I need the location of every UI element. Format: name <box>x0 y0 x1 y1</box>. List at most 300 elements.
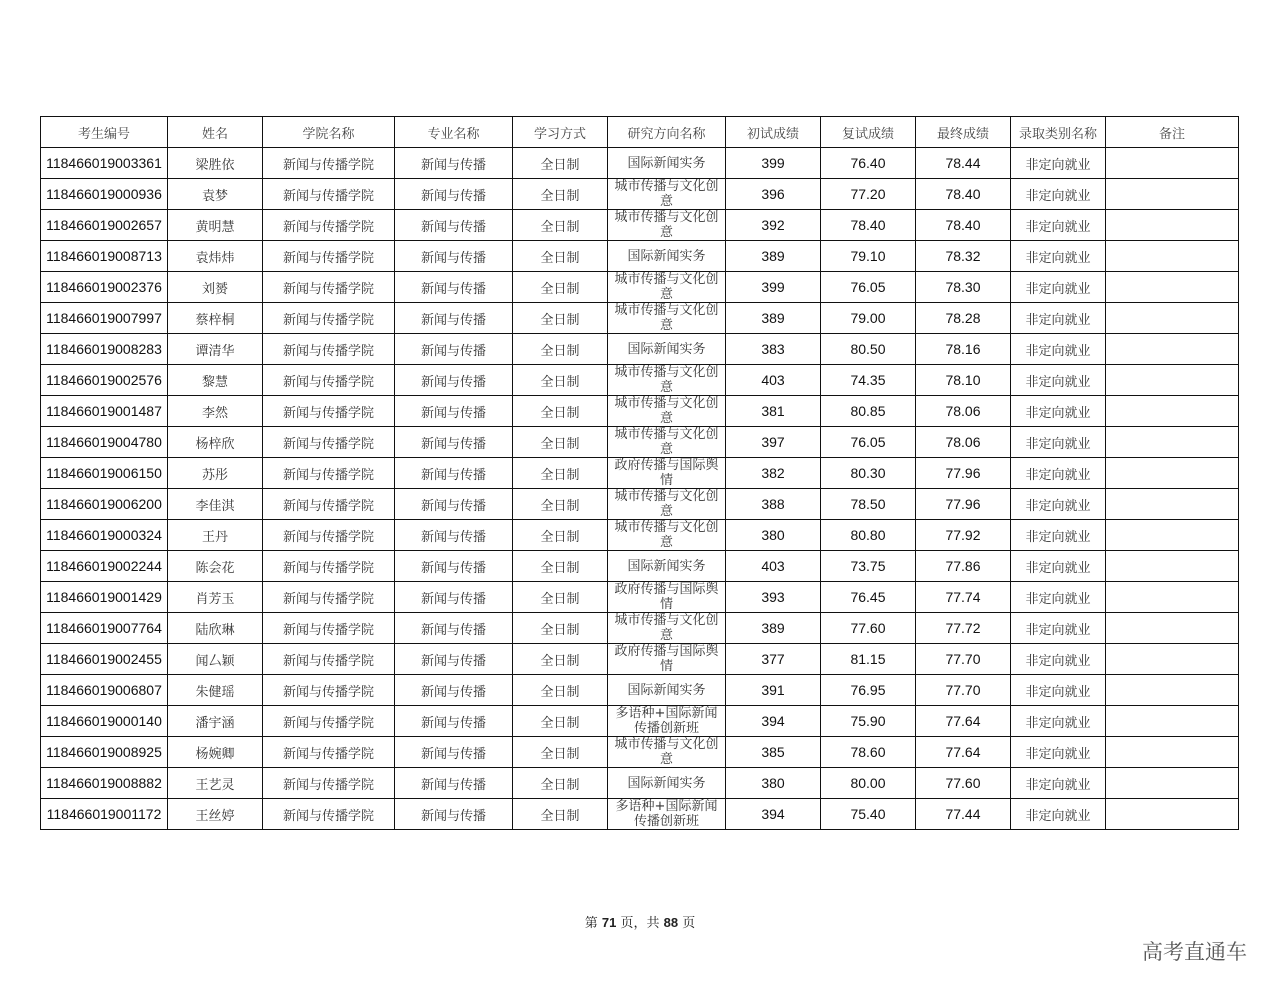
cell-college: 新闻与传播学院 <box>263 768 395 799</box>
cell-remarks <box>1106 334 1239 365</box>
cell-name: 蔡梓桐 <box>168 303 263 334</box>
cell-remarks <box>1106 489 1239 520</box>
cell-major: 新闻与传播 <box>395 675 513 706</box>
cell-admission-category: 非定向就业 <box>1011 272 1106 303</box>
cell-college: 新闻与传播学院 <box>263 365 395 396</box>
cell-name: 朱健瑶 <box>168 675 263 706</box>
cell-initial-score: 382 <box>726 458 821 489</box>
cell-research-direction <box>608 520 726 551</box>
cell-initial-score: 399 <box>726 148 821 179</box>
cell-study-mode: 全日制 <box>513 458 608 489</box>
cell-college: 新闻与传播学院 <box>263 737 395 768</box>
cell-final-score: 77.96 <box>916 458 1011 489</box>
cell-final-score: 77.86 <box>916 551 1011 582</box>
cell-remarks <box>1106 272 1239 303</box>
research-direction-text: 城市传播与文化创意 <box>614 427 719 457</box>
research-direction-text: 城市传播与文化创意 <box>614 520 719 550</box>
cell-remarks <box>1106 520 1239 551</box>
table-row <box>41 520 1239 551</box>
cell-remarks <box>1106 241 1239 272</box>
cell-major: 新闻与传播 <box>395 551 513 582</box>
header-name: 姓名 <box>168 117 263 148</box>
cell-research-direction <box>608 396 726 427</box>
cell-major: 新闻与传播 <box>395 272 513 303</box>
cell-retest-score: 76.95 <box>821 675 916 706</box>
cell-research-direction <box>608 148 726 179</box>
cell-candidate-id: 118466019002455 <box>41 644 168 675</box>
cell-retest-score: 75.40 <box>821 799 916 830</box>
cell-initial-score: 397 <box>726 427 821 458</box>
cell-major: 新闻与传播 <box>395 768 513 799</box>
cell-initial-score: 380 <box>726 520 821 551</box>
cell-study-mode: 全日制 <box>513 334 608 365</box>
cell-study-mode: 全日制 <box>513 675 608 706</box>
cell-initial-score: 399 <box>726 272 821 303</box>
cell-initial-score: 383 <box>726 334 821 365</box>
cell-major: 新闻与传播 <box>395 365 513 396</box>
cell-research-direction <box>608 334 726 365</box>
cell-initial-score: 394 <box>726 706 821 737</box>
research-direction-text: 城市传播与文化创意 <box>614 396 719 426</box>
research-direction-text: 国际新闻实务 <box>627 682 706 698</box>
table-row <box>41 241 1239 272</box>
header-remarks: 备注 <box>1106 117 1239 148</box>
cell-admission-category: 非定向就业 <box>1011 396 1106 427</box>
cell-study-mode: 全日制 <box>513 582 608 613</box>
cell-name: 谭清华 <box>168 334 263 365</box>
cell-remarks <box>1106 768 1239 799</box>
cell-major: 新闻与传播 <box>395 737 513 768</box>
cell-study-mode: 全日制 <box>513 768 608 799</box>
cell-college: 新闻与传播学院 <box>263 582 395 613</box>
cell-major: 新闻与传播 <box>395 210 513 241</box>
cell-final-score: 77.64 <box>916 706 1011 737</box>
cell-retest-score: 80.00 <box>821 768 916 799</box>
cell-remarks <box>1106 396 1239 427</box>
cell-remarks <box>1106 148 1239 179</box>
header-college: 学院名称 <box>263 117 395 148</box>
cell-research-direction <box>608 458 726 489</box>
cell-final-score: 77.70 <box>916 675 1011 706</box>
cell-major: 新闻与传播 <box>395 303 513 334</box>
research-direction-text: 城市传播与文化创意 <box>614 737 719 767</box>
cell-admission-category: 非定向就业 <box>1011 489 1106 520</box>
cell-candidate-id: 118466019008713 <box>41 241 168 272</box>
cell-candidate-id: 118466019002657 <box>41 210 168 241</box>
header-major: 专业名称 <box>395 117 513 148</box>
cell-retest-score: 79.00 <box>821 303 916 334</box>
cell-retest-score: 80.80 <box>821 520 916 551</box>
cell-name: 杨婉卿 <box>168 737 263 768</box>
cell-study-mode: 全日制 <box>513 520 608 551</box>
cell-admission-category: 非定向就业 <box>1011 148 1106 179</box>
cell-initial-score: 391 <box>726 675 821 706</box>
header-final-score: 最终成绩 <box>916 117 1011 148</box>
cell-final-score: 78.10 <box>916 365 1011 396</box>
cell-major: 新闻与传播 <box>395 148 513 179</box>
research-direction-text: 政府传播与国际舆情 <box>614 644 719 674</box>
cell-initial-score: 380 <box>726 768 821 799</box>
table-row <box>41 489 1239 520</box>
cell-major: 新闻与传播 <box>395 427 513 458</box>
research-direction-text: 国际新闻实务 <box>627 558 706 574</box>
cell-retest-score: 80.85 <box>821 396 916 427</box>
cell-college: 新闻与传播学院 <box>263 148 395 179</box>
cell-college: 新闻与传播学院 <box>263 272 395 303</box>
cell-retest-score: 73.75 <box>821 551 916 582</box>
table-row <box>41 644 1239 675</box>
header-study-mode: 学习方式 <box>513 117 608 148</box>
cell-retest-score: 76.05 <box>821 272 916 303</box>
cell-final-score: 78.40 <box>916 210 1011 241</box>
table-row <box>41 706 1239 737</box>
cell-research-direction <box>608 675 726 706</box>
cell-college: 新闻与传播学院 <box>263 210 395 241</box>
cell-initial-score: 377 <box>726 644 821 675</box>
cell-admission-category: 非定向就业 <box>1011 365 1106 396</box>
footer-middle: 页，共 <box>620 916 660 931</box>
cell-college: 新闻与传播学院 <box>263 241 395 272</box>
cell-major: 新闻与传播 <box>395 458 513 489</box>
cell-candidate-id: 118466019008283 <box>41 334 168 365</box>
footer-suffix: 页 <box>682 916 696 931</box>
cell-initial-score: 389 <box>726 241 821 272</box>
cell-study-mode: 全日制 <box>513 613 608 644</box>
table-row <box>41 427 1239 458</box>
table-row <box>41 551 1239 582</box>
cell-research-direction <box>608 799 726 830</box>
cell-initial-score: 393 <box>726 582 821 613</box>
cell-remarks <box>1106 706 1239 737</box>
cell-retest-score: 79.10 <box>821 241 916 272</box>
cell-remarks <box>1106 551 1239 582</box>
table-row <box>41 675 1239 706</box>
cell-remarks <box>1106 799 1239 830</box>
cell-remarks <box>1106 210 1239 241</box>
cell-initial-score: 403 <box>726 551 821 582</box>
cell-name: 袁梦 <box>168 179 263 210</box>
cell-research-direction <box>608 241 726 272</box>
cell-candidate-id: 118466019002376 <box>41 272 168 303</box>
cell-research-direction <box>608 303 726 334</box>
cell-final-score: 77.92 <box>916 520 1011 551</box>
cell-candidate-id: 118466019001172 <box>41 799 168 830</box>
cell-final-score: 77.64 <box>916 737 1011 768</box>
cell-final-score: 77.60 <box>916 768 1011 799</box>
cell-study-mode: 全日制 <box>513 272 608 303</box>
cell-research-direction <box>608 768 726 799</box>
research-direction-text: 城市传播与文化创意 <box>614 303 719 333</box>
cell-final-score: 77.74 <box>916 582 1011 613</box>
total-pages: 88 <box>663 915 679 930</box>
cell-final-score: 78.16 <box>916 334 1011 365</box>
cell-admission-category: 非定向就业 <box>1011 458 1106 489</box>
cell-major: 新闻与传播 <box>395 582 513 613</box>
table-row <box>41 303 1239 334</box>
cell-candidate-id: 118466019006200 <box>41 489 168 520</box>
cell-college: 新闻与传播学院 <box>263 799 395 830</box>
cell-research-direction <box>608 551 726 582</box>
research-direction-text: 城市传播与文化创意 <box>614 179 719 209</box>
table-row <box>41 365 1239 396</box>
cell-candidate-id: 118466019001429 <box>41 582 168 613</box>
cell-college: 新闻与传播学院 <box>263 396 395 427</box>
cell-retest-score: 81.15 <box>821 644 916 675</box>
cell-initial-score: 385 <box>726 737 821 768</box>
cell-college: 新闻与传播学院 <box>263 675 395 706</box>
cell-study-mode: 全日制 <box>513 365 608 396</box>
table-row <box>41 272 1239 303</box>
table-row <box>41 768 1239 799</box>
cell-name: 李然 <box>168 396 263 427</box>
cell-candidate-id: 118466019008925 <box>41 737 168 768</box>
cell-retest-score: 80.30 <box>821 458 916 489</box>
table-row <box>41 613 1239 644</box>
header-admission-category: 录取类别名称 <box>1011 117 1106 148</box>
cell-candidate-id: 118466019000140 <box>41 706 168 737</box>
cell-college: 新闻与传播学院 <box>263 489 395 520</box>
cell-candidate-id: 118466019000936 <box>41 179 168 210</box>
cell-name: 王艺灵 <box>168 768 263 799</box>
cell-major: 新闻与传播 <box>395 179 513 210</box>
cell-remarks <box>1106 179 1239 210</box>
cell-candidate-id: 118466019001487 <box>41 396 168 427</box>
cell-retest-score: 78.60 <box>821 737 916 768</box>
cell-study-mode: 全日制 <box>513 148 608 179</box>
cell-research-direction <box>608 489 726 520</box>
cell-retest-score: 74.35 <box>821 365 916 396</box>
table-header-row <box>41 117 1239 148</box>
cell-major: 新闻与传播 <box>395 396 513 427</box>
cell-major: 新闻与传播 <box>395 706 513 737</box>
cell-name: 李佳淇 <box>168 489 263 520</box>
cell-initial-score: 392 <box>726 210 821 241</box>
cell-retest-score: 80.50 <box>821 334 916 365</box>
cell-name: 刘赟 <box>168 272 263 303</box>
cell-admission-category: 非定向就业 <box>1011 675 1106 706</box>
header-candidate-id: 考生编号 <box>41 117 168 148</box>
cell-admission-category: 非定向就业 <box>1011 768 1106 799</box>
cell-college: 新闻与传播学院 <box>263 179 395 210</box>
cell-study-mode: 全日制 <box>513 489 608 520</box>
cell-retest-score: 78.40 <box>821 210 916 241</box>
research-direction-text: 多语种+国际新闻传播创新班 <box>615 706 718 736</box>
cell-study-mode: 全日制 <box>513 241 608 272</box>
table-row <box>41 582 1239 613</box>
cell-admission-category: 非定向就业 <box>1011 241 1106 272</box>
cell-candidate-id: 118466019003361 <box>41 148 168 179</box>
table-row <box>41 396 1239 427</box>
header-retest-score: 复试成绩 <box>821 117 916 148</box>
cell-final-score: 78.40 <box>916 179 1011 210</box>
table-row <box>41 334 1239 365</box>
cell-major: 新闻与传播 <box>395 644 513 675</box>
cell-name: 黎慧 <box>168 365 263 396</box>
cell-study-mode: 全日制 <box>513 210 608 241</box>
cell-research-direction <box>608 613 726 644</box>
cell-major: 新闻与传播 <box>395 520 513 551</box>
cell-study-mode: 全日制 <box>513 737 608 768</box>
research-direction-text: 国际新闻实务 <box>627 341 706 357</box>
cell-final-score: 77.96 <box>916 489 1011 520</box>
cell-remarks <box>1106 613 1239 644</box>
cell-candidate-id: 118466019002244 <box>41 551 168 582</box>
cell-admission-category: 非定向就业 <box>1011 737 1106 768</box>
cell-study-mode: 全日制 <box>513 396 608 427</box>
cell-study-mode: 全日制 <box>513 427 608 458</box>
cell-remarks <box>1106 303 1239 334</box>
cell-name: 杨梓欣 <box>168 427 263 458</box>
header-initial-score: 初试成绩 <box>726 117 821 148</box>
current-page: 71 <box>601 915 617 930</box>
cell-final-score: 78.28 <box>916 303 1011 334</box>
cell-research-direction <box>608 179 726 210</box>
research-direction-text: 国际新闻实务 <box>627 775 706 791</box>
cell-research-direction <box>608 365 726 396</box>
watermark: 高考直通车 <box>1142 940 1247 964</box>
cell-final-score: 77.44 <box>916 799 1011 830</box>
cell-remarks <box>1106 644 1239 675</box>
cell-retest-score: 77.60 <box>821 613 916 644</box>
cell-name: 袁炜炜 <box>168 241 263 272</box>
cell-retest-score: 75.90 <box>821 706 916 737</box>
cell-initial-score: 389 <box>726 613 821 644</box>
cell-admission-category: 非定向就业 <box>1011 427 1106 458</box>
cell-final-score: 78.44 <box>916 148 1011 179</box>
cell-college: 新闻与传播学院 <box>263 613 395 644</box>
cell-admission-category: 非定向就业 <box>1011 551 1106 582</box>
cell-initial-score: 389 <box>726 303 821 334</box>
cell-college: 新闻与传播学院 <box>263 334 395 365</box>
cell-college: 新闻与传播学院 <box>263 520 395 551</box>
cell-candidate-id: 118466019006807 <box>41 675 168 706</box>
cell-admission-category: 非定向就业 <box>1011 334 1106 365</box>
table-row <box>41 458 1239 489</box>
research-direction-text: 政府传播与国际舆情 <box>614 458 719 488</box>
cell-candidate-id: 118466019006150 <box>41 458 168 489</box>
cell-admission-category: 非定向就业 <box>1011 582 1106 613</box>
cell-final-score: 77.72 <box>916 613 1011 644</box>
cell-research-direction <box>608 427 726 458</box>
cell-college: 新闻与传播学院 <box>263 706 395 737</box>
cell-name: 王丝婷 <box>168 799 263 830</box>
cell-retest-score: 76.40 <box>821 148 916 179</box>
research-direction-text: 城市传播与文化创意 <box>614 489 719 519</box>
cell-major: 新闻与传播 <box>395 241 513 272</box>
cell-final-score: 78.32 <box>916 241 1011 272</box>
cell-initial-score: 396 <box>726 179 821 210</box>
cell-name: 黄明慧 <box>168 210 263 241</box>
table-row <box>41 148 1239 179</box>
cell-college: 新闻与传播学院 <box>263 644 395 675</box>
cell-research-direction <box>608 582 726 613</box>
cell-name: 陆欣琳 <box>168 613 263 644</box>
cell-research-direction <box>608 706 726 737</box>
cell-final-score: 78.30 <box>916 272 1011 303</box>
cell-study-mode: 全日制 <box>513 644 608 675</box>
cell-major: 新闻与传播 <box>395 334 513 365</box>
cell-remarks <box>1106 458 1239 489</box>
admission-table <box>40 116 1239 830</box>
research-direction-text: 政府传播与国际舆情 <box>614 582 719 612</box>
cell-name: 梁胜依 <box>168 148 263 179</box>
cell-remarks <box>1106 365 1239 396</box>
cell-candidate-id: 118466019000324 <box>41 520 168 551</box>
cell-admission-category: 非定向就业 <box>1011 179 1106 210</box>
cell-remarks <box>1106 582 1239 613</box>
cell-name: 苏彤 <box>168 458 263 489</box>
cell-retest-score: 76.45 <box>821 582 916 613</box>
cell-initial-score: 403 <box>726 365 821 396</box>
cell-name: 王丹 <box>168 520 263 551</box>
cell-research-direction <box>608 737 726 768</box>
cell-study-mode: 全日制 <box>513 179 608 210</box>
cell-retest-score: 77.20 <box>821 179 916 210</box>
cell-name: 潘宇涵 <box>168 706 263 737</box>
table-row <box>41 210 1239 241</box>
cell-college: 新闻与传播学院 <box>263 458 395 489</box>
cell-retest-score: 76.05 <box>821 427 916 458</box>
table-row <box>41 179 1239 210</box>
cell-remarks <box>1106 675 1239 706</box>
cell-admission-category: 非定向就业 <box>1011 706 1106 737</box>
cell-major: 新闻与传播 <box>395 799 513 830</box>
cell-name: 闻厶颖 <box>168 644 263 675</box>
cell-college: 新闻与传播学院 <box>263 551 395 582</box>
cell-remarks <box>1106 737 1239 768</box>
cell-candidate-id: 118466019007997 <box>41 303 168 334</box>
cell-admission-category: 非定向就业 <box>1011 520 1106 551</box>
cell-admission-category: 非定向就业 <box>1011 644 1106 675</box>
research-direction-text: 城市传播与文化创意 <box>614 210 719 240</box>
cell-admission-category: 非定向就业 <box>1011 613 1106 644</box>
cell-research-direction <box>608 210 726 241</box>
cell-candidate-id: 118466019008882 <box>41 768 168 799</box>
research-direction-text: 多语种+国际新闻传播创新班 <box>615 799 718 829</box>
cell-initial-score: 381 <box>726 396 821 427</box>
research-direction-text: 城市传播与文化创意 <box>614 365 719 395</box>
research-direction-text: 城市传播与文化创意 <box>614 613 719 643</box>
cell-name: 肖芳玉 <box>168 582 263 613</box>
cell-study-mode: 全日制 <box>513 551 608 582</box>
cell-research-direction <box>608 644 726 675</box>
cell-major: 新闻与传播 <box>395 489 513 520</box>
cell-name: 陈会花 <box>168 551 263 582</box>
cell-study-mode: 全日制 <box>513 706 608 737</box>
cell-initial-score: 394 <box>726 799 821 830</box>
cell-initial-score: 388 <box>726 489 821 520</box>
header-research-direction: 研究方向名称 <box>608 117 726 148</box>
cell-retest-score: 78.50 <box>821 489 916 520</box>
page-footer <box>0 912 1280 931</box>
table-row <box>41 799 1239 830</box>
table-row <box>41 737 1239 768</box>
cell-admission-category: 非定向就业 <box>1011 799 1106 830</box>
cell-candidate-id: 118466019007764 <box>41 613 168 644</box>
cell-final-score: 77.70 <box>916 644 1011 675</box>
footer-prefix: 第 <box>584 916 598 931</box>
cell-candidate-id: 118466019004780 <box>41 427 168 458</box>
cell-college: 新闻与传播学院 <box>263 427 395 458</box>
research-direction-text: 城市传播与文化创意 <box>614 272 719 302</box>
cell-study-mode: 全日制 <box>513 303 608 334</box>
cell-study-mode: 全日制 <box>513 799 608 830</box>
cell-final-score: 78.06 <box>916 396 1011 427</box>
cell-research-direction <box>608 272 726 303</box>
cell-college: 新闻与传播学院 <box>263 303 395 334</box>
cell-remarks <box>1106 427 1239 458</box>
cell-candidate-id: 118466019002576 <box>41 365 168 396</box>
